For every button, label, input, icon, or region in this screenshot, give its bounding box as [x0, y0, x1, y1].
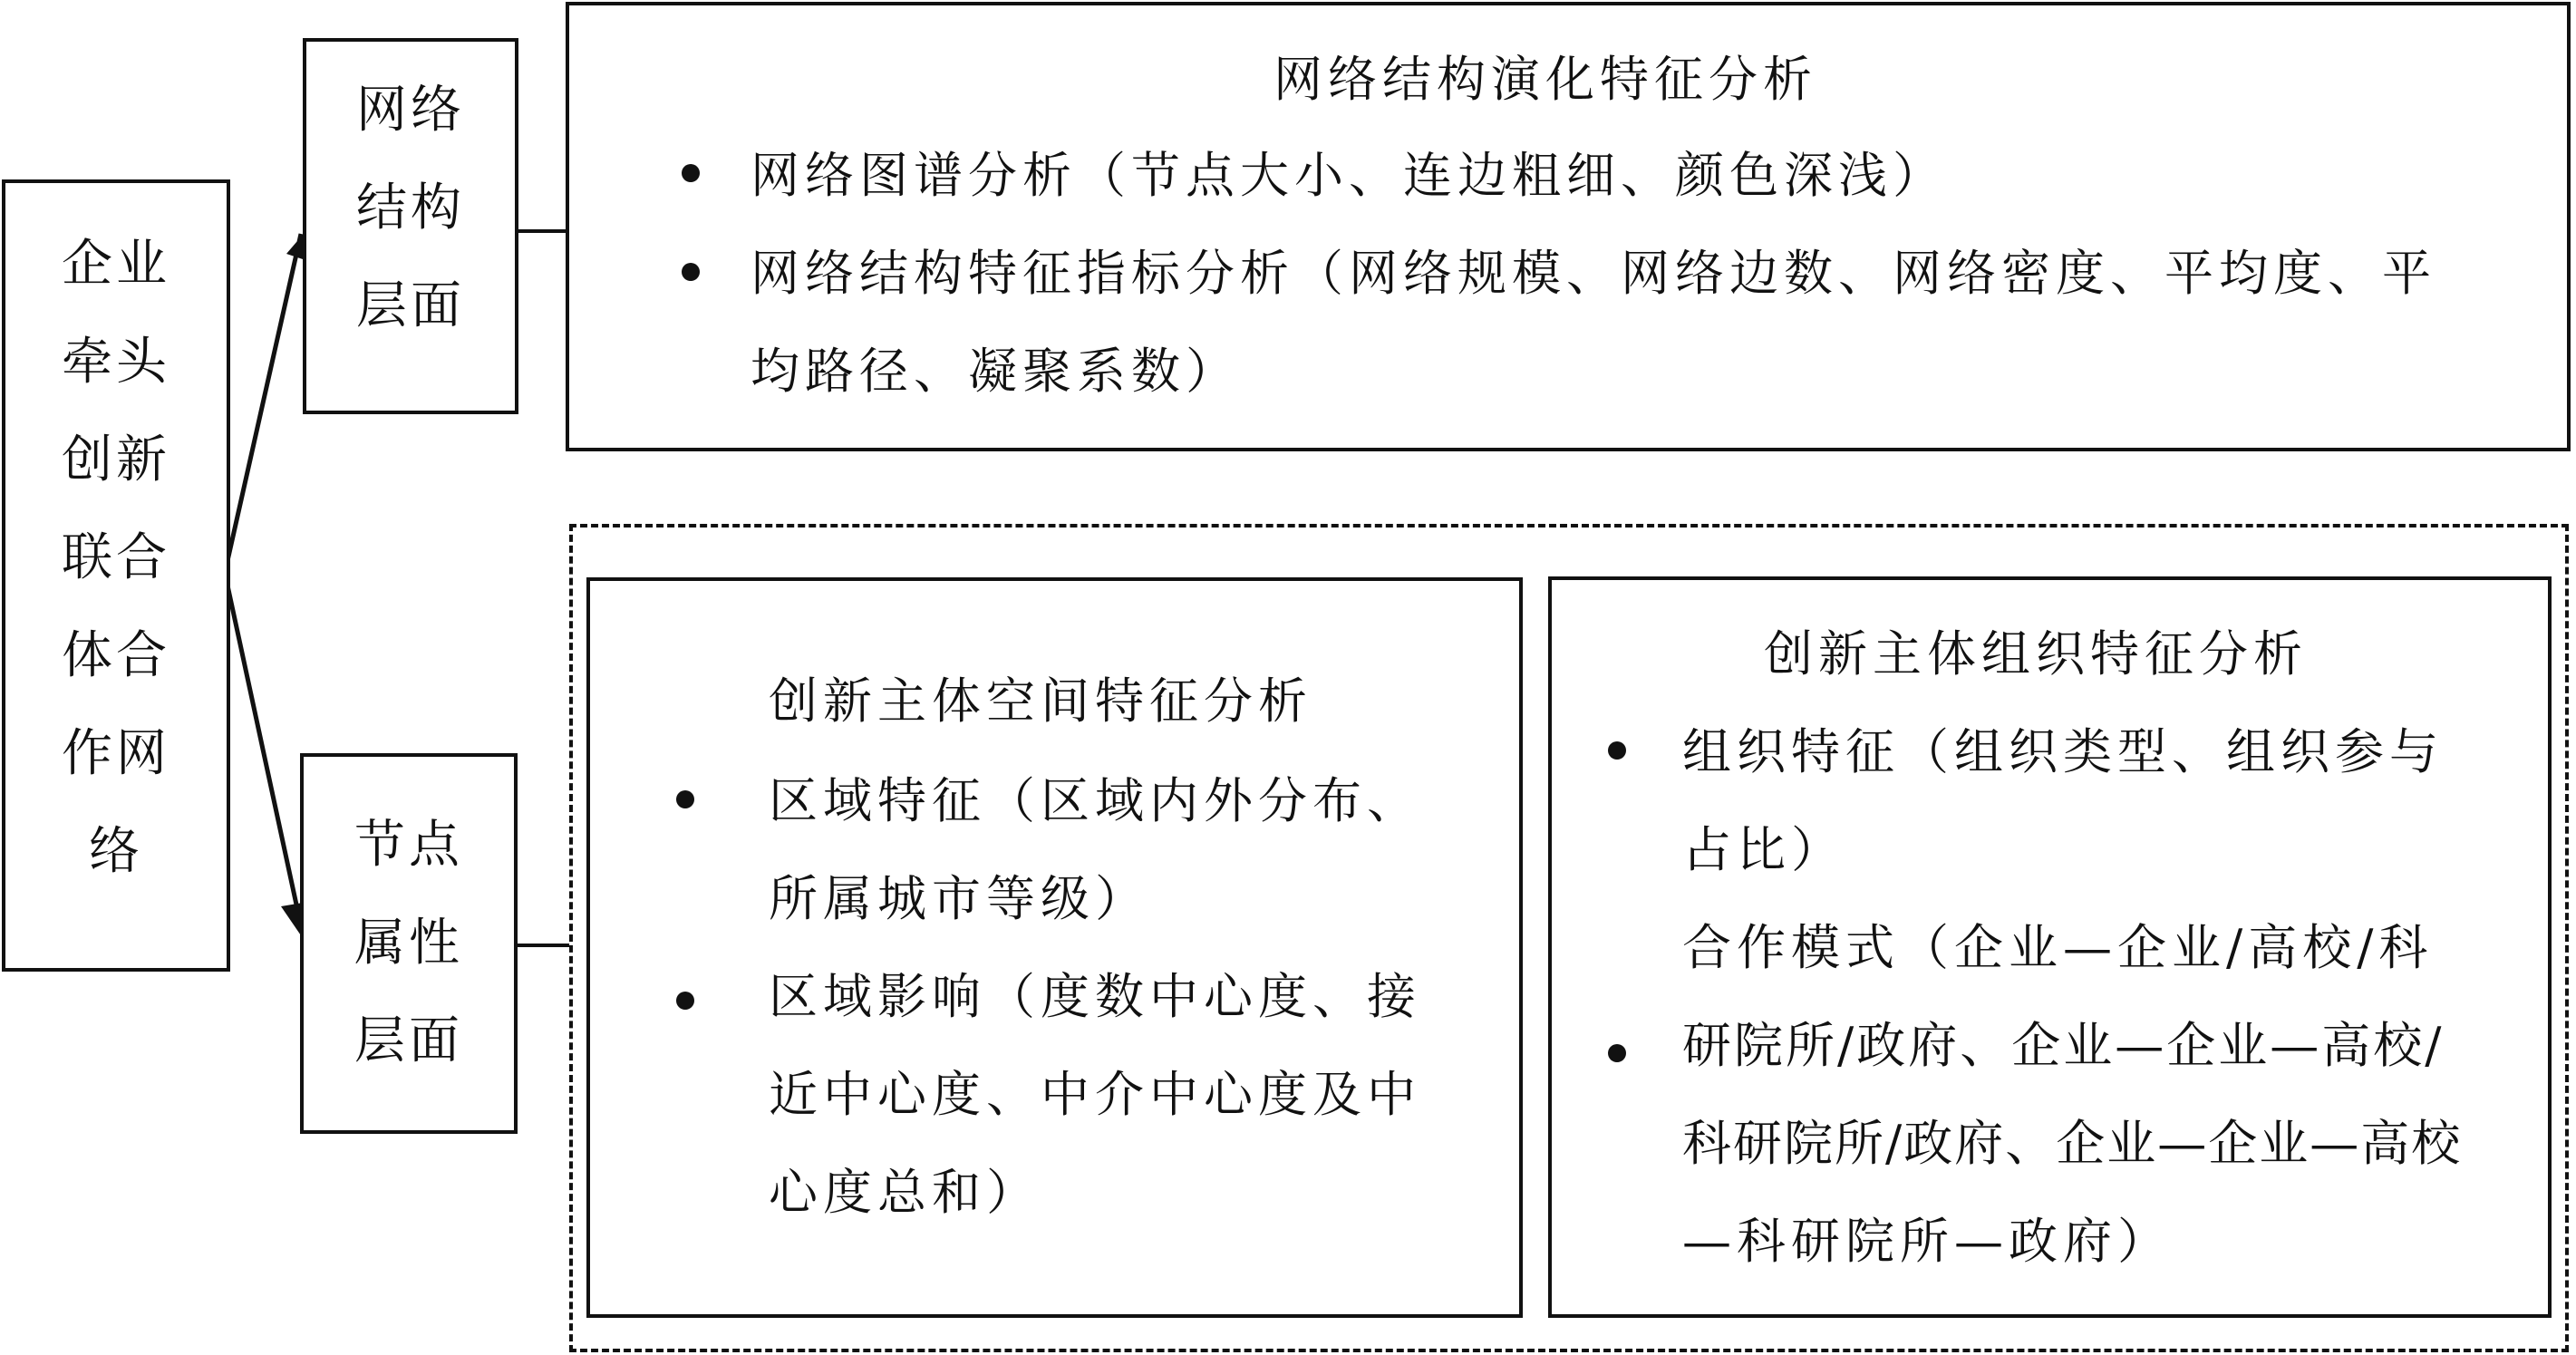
root-label-line: 创新 [62, 431, 170, 489]
level-node-label [304, 797, 514, 1090]
org-bullet-1-line1: 组织特征（组织类型、组织参与 [1682, 723, 2444, 780]
root-label-line: 联合 [62, 528, 170, 587]
bullet-icon [676, 790, 694, 808]
org-line-3: 合作模式（企业—企业/高校/科 [1682, 919, 2434, 976]
spatial-analysis-title: 创新主体空间特征分析 [769, 673, 1312, 730]
spatial-bullet-2-line3: 心度总和） [769, 1164, 1041, 1221]
level-structure-box [303, 38, 518, 414]
org-bullet-2-line3: —科研院所—政府） [1682, 1213, 2172, 1270]
root-label-line: 牵头 [62, 333, 170, 392]
spatial-bullet-1-line2: 所属城市等级） [769, 870, 1149, 927]
spatial-bullet-2-line1: 区域影响（度数中心度、接 [769, 968, 1421, 1025]
arrow-to-node-level [225, 573, 299, 917]
level-node-line: 属性 [354, 914, 463, 973]
root-label-line: 络 [89, 822, 143, 881]
level-structure-line: 结构 [356, 179, 465, 237]
structure-bullet-2-line2: 均路径、凝聚系数） [751, 343, 1240, 400]
level-structure-label [306, 62, 515, 355]
level-node-line: 层面 [354, 1011, 463, 1070]
org-bullet-2-line2: 科研院所/政府、企业—企业—高校 [1682, 1115, 2463, 1172]
bullet-icon [676, 992, 694, 1010]
structure-bullet-2-line1: 网络结构特征指标分析（网络规模、网络边数、网络密度、平均度、平 [751, 245, 2436, 302]
bullet-icon [1608, 1044, 1626, 1062]
spatial-bullet-2-line2: 近中心度、中介中心度及中 [769, 1066, 1421, 1123]
structure-analysis-title: 网络结构演化特征分析 [1273, 51, 1817, 108]
root-label [5, 216, 227, 901]
level-structure-line: 网络 [356, 81, 465, 140]
org-bullet-1-line2: 占比） [1682, 821, 1845, 878]
level-node-line: 节点 [354, 816, 463, 875]
spatial-bullet-1-line1: 区域特征（区域内外分布、 [769, 772, 1421, 829]
level-node-box [300, 753, 518, 1134]
arrow-to-structure-level [225, 234, 301, 573]
structure-bullet-1: 网络图谱分析（节点大小、连边粗细、颜色深浅） [751, 147, 1947, 204]
root-label-line: 企业 [62, 235, 170, 294]
level-structure-line: 层面 [356, 276, 465, 335]
bullet-icon [682, 164, 700, 182]
root-label-line: 体合 [62, 626, 170, 685]
organization-analysis-title: 创新主体组织特征分析 [1764, 625, 2308, 682]
bullet-icon [1608, 741, 1626, 760]
root-box [2, 179, 230, 972]
bullet-icon [682, 263, 700, 281]
org-bullet-2-line1: 研院所/政府、企业—企业—高校/ [1682, 1017, 2445, 1074]
root-label-line: 作网 [62, 724, 170, 783]
